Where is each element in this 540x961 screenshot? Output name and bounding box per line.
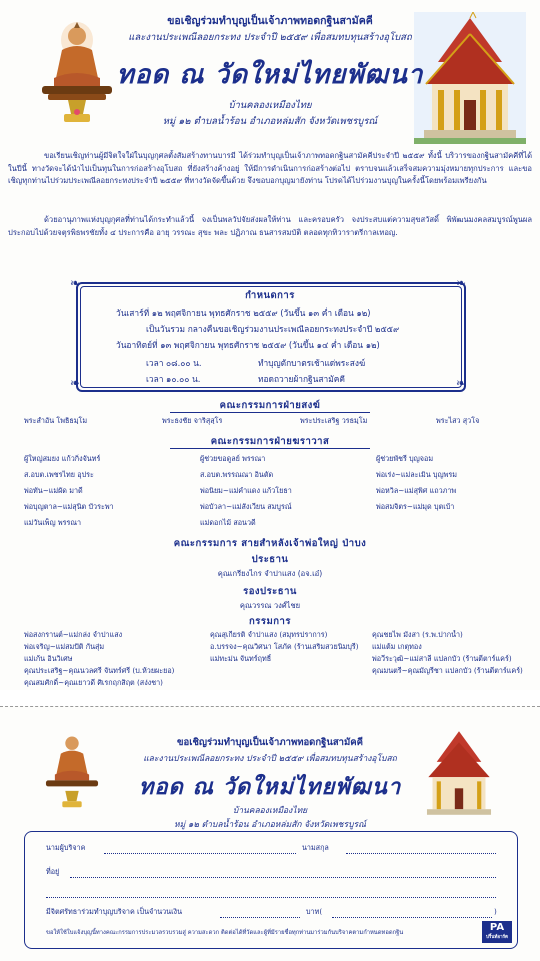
temple-title: ทอด ณ วัดใหม่ไทยพัฒนา <box>116 60 424 90</box>
lay-committee-name: ส.อบต.เพชรไทย อุประ <box>24 470 94 479</box>
schedule-event-1: ทำบุญตักบาตรเช้าแด่พระสงฆ์ <box>258 358 366 368</box>
lay-committee-name: ผู้ช่วยขอดูลย์ พรรณา <box>200 454 266 463</box>
lay-committee-name: พ่อบัวลา~แม่สังเวียน สมบูรณ์ <box>200 502 292 511</box>
committee-member-name: คุณสมศักดิ์~คุณเยาวดี ศิเรกฤกสิฤต (สง่งชา) <box>24 678 163 687</box>
header-line-1: ขอเชิญร่วมทำบุญเป็นเจ้าภาพทอดกฐินสามัคคี <box>167 15 373 27</box>
committee-member-name: แม่ทะม่น จันทร์ฤทธิ์ <box>210 654 272 663</box>
lay-committee-name: แม่วันเพ็ญ พรรณา <box>24 518 82 527</box>
corner-ornament-icon: ❧ <box>70 276 81 290</box>
slip-temple-title: ทอด ณ วัดใหม่ไทยพัฒนา <box>138 774 402 800</box>
lay-committee-name: ผู้ช่วยพัชรี บุญจอม <box>376 454 434 463</box>
committee-member-name: คุณประเสริฐ~คุณนวลศรี จันทร์ศรี (บ.ห้วยผะยอ) <box>24 666 175 675</box>
schedule-line-3: วันอาทิตย์ที่ ๑๓ พฤศจิกายน พุทธศักราช ๒๕๕๙ (วันขึ้น ๑๔ ค่ำ เดือน ๑๒) <box>116 340 380 350</box>
president-label: ประธาน <box>251 554 289 565</box>
members-label: กรรมการ <box>249 616 291 627</box>
address-line-2: หมู่ ๑๒ ตำบลน้ำร้อน อำเภอหล่มสัก จังหวัดเพชรบูรณ์ <box>162 116 378 127</box>
committee-member-name: พ่อวีระวุฒิ~แม่สาลี แปลกบัว (ร้านตีตาร์แคร์) <box>372 654 512 663</box>
baht-close: ) <box>494 907 497 916</box>
donor-name-label: นามผู้บริจาค <box>46 843 86 852</box>
committee-member-name: แม่เก้น อินวิเศษ <box>24 654 73 663</box>
donation-slip <box>0 706 540 961</box>
schedule-heading: กำหนดการ <box>245 290 295 301</box>
committee-member-name: พ่อเจริญ~แม่สมปัติ กันสุ่ม <box>24 642 105 651</box>
committee-member-name: พ่อสงกรานต์~แม่กล่ง จำปาแสง <box>24 630 123 639</box>
donation-amount-field[interactable] <box>220 917 300 918</box>
schedule-line-2: เป็นวันรวม กลางคืนขอเชิญร่วมงานประเพณีลอยกระทงประจำปี ๒๕๕๙ <box>146 324 400 334</box>
chief-committee-heading: คณะกรรมการ สายสำหลังเจ้าพ่อใหญ่ ป่าบง <box>173 538 367 549</box>
invitation-paragraph-2: ด้วยอานุภาพแห่งบุญกุศลที่ท่านได้กระทำแล้วนี้ จงเป็นพลวัปจัยส่งผลให้ท่าน และครอบครัว จงประสบแต่ความสุขสวัสดิ์ พิพัฒนมงคลสมบูรณ์พูนผล ประกอบไปด้วยจตุรพิธพรชัยทั้ง ๔ ประการคือ อายุ วรรณะ สุขะ พละ ปฏิภาณ ธนสารสมบัติ ตลอดทุกทิวาราตรีกาลเทอญ. <box>8 215 532 237</box>
lay-committee-name: พ่อบุญตาล~แม่สุนิต บัวระพา <box>24 502 114 511</box>
header-line-2: และงานประเพณีลอยกระทง ประจำปี ๒๕๕๙ เพื่อสมทบทุนสร้างอุโบสถ <box>128 32 412 43</box>
slip-address-line-2: หมู่ ๑๒ ตำบลน้ำร้อน อำเภอหล่มสัก จังหวัดเพชรบูรณ์ <box>174 820 366 830</box>
lay-committee-name: ผู้ใหญ่สมยง แก้วกิ่งจันทร์ <box>24 454 101 463</box>
committee-member-name: คุณสุเกียรติ จำปาแสง (สมุทรปราการ) <box>210 630 328 639</box>
schedule-time-1: เวลา ๐๘.๐๐ น. <box>146 358 202 368</box>
invitation-paragraph-1: ขอเรียนเชิญท่านผู้มีจิตใจใฝ่ในบุญกุศลตั้งสัมสร้างทานบารมี ได้ร่วมทำบุญเป็นเจ้าภาพทอดกฐินสามัคคีประจำปี ๒๕๕๙ ทั้งนี้ บริวารของกฐินสามัคคีที่ได้ในปีนี้ ทางวัดจะได้นำไปเป็นทุนในการก่อสร้างอุโบสถ ที่ยังสร้างค้างอยู่ ให้มีการดำเนินการก่อสร้างต่อไป ตราบจนแล้วเสร็จสมความมุ่งหมายทุกประการ และขอเชิญทุกท่านไปร่วมประเพณีลอยกระทงประจำปี ๒๕๕๙ ที่ทางวัดจัดขึ้นด้วย จึงขอบอกบุญมายังท่าน โปรดได้ไปร่วมงานบุญในครั้งนี้โดยพร้อมเพรียงกัน <box>8 151 532 185</box>
lay-committee-name: ส.อบต.พรรณณา อินตัด <box>200 470 274 479</box>
lay-committee-name: พ่อสมจิตร~แม่มุด บุตเบ้า <box>376 502 455 511</box>
address-line-1: บ้านคลองเหมืองไทย <box>228 100 312 111</box>
vice-president-label: รองประธาน <box>243 586 297 597</box>
donor-address-label: ที่อยู่ <box>46 867 60 876</box>
vice-president-name: คุณวรรณ วงศ์ไชย <box>239 601 301 610</box>
monk-name: พระธงชัย จาริสุสฺโร <box>162 416 223 425</box>
schedule-time-2: เวลา ๑๐.๐๐ น. <box>146 374 201 384</box>
printer-logo <box>482 921 512 943</box>
corner-ornament-icon: ❧ <box>456 276 467 290</box>
printer-logo-caption: ปริ้นท์อาร์ต <box>486 935 508 940</box>
baht-label: บาท( <box>306 907 323 916</box>
monk-committee-heading: คณะกรรมการฝ่ายสงฆ์ <box>219 400 321 411</box>
committee-member-name: คุณมนตรี~คุณมัญรีชา แปลกบัว (ร้านตีตาร์แคร์) <box>372 666 523 675</box>
slip-header-line-1: ขอเชิญร่วมทำบุญเป็นเจ้าภาพทอดกฐินสามัคคี <box>177 737 363 748</box>
schedule-event-2: ทอดถวายผ้ากฐินสามัคคี <box>258 374 345 384</box>
donor-surname-label: นามสกุล <box>302 843 329 852</box>
heading-rule <box>170 448 370 449</box>
printer-logo-text: PA <box>489 922 505 933</box>
committee-member-name: แม่แต้ม เกตุทอง <box>372 642 422 651</box>
donor-surname-field[interactable] <box>346 853 496 854</box>
donor-name-field[interactable] <box>104 853 296 854</box>
lay-committee-heading: คณะกรรมการฝ่ายฆราวาส <box>210 436 330 447</box>
heading-rule <box>170 412 370 413</box>
slip-header-line-2: และงานประเพณีลอยกระทง ประจำปี ๒๕๕๙ เพื่อสมทบทุนสร้างอุโบสถ <box>143 754 397 764</box>
monk-name: พระไสว สุวโจ <box>436 416 480 425</box>
monk-name: พระสำอัน โพธิธมฺโม <box>24 416 88 425</box>
monk-name: พระประเสริฐ วรธมฺโม <box>300 416 368 425</box>
schedule-line-1: วันเสาร์ที่ ๑๒ พฤศจิกายน พุทธศักราช ๒๕๕๙ (วันขึ้น ๑๓ ค่ำ เดือน ๑๒) <box>116 308 371 318</box>
donor-address-field-2[interactable] <box>46 897 496 898</box>
lay-committee-name: พ่อนิยม~แม่คำแดง แก้วโยธา <box>200 486 292 495</box>
donor-address-field[interactable] <box>70 877 496 878</box>
committee-member-name: คุณชยไพ มังสา (ร.พ.ปากน้ำ) <box>372 630 463 639</box>
committee-member-name: อ.บรรจง~คุณวิศนา โสภัค (ร้านเสริมสวยนิมบุรี) <box>210 642 359 651</box>
lay-committee-name: พ่อหวิล~แม่สุพิศ แถวภาพ <box>376 486 457 495</box>
president-name: คุณเกรียงไกร จำปาแสง (อจ.เอ๋) <box>217 569 323 578</box>
lay-committee-name: พ่อเร่ง~แม่ละเมิน บุญพรม <box>376 470 457 479</box>
corner-ornament-icon: ❧ <box>70 376 81 390</box>
donation-amount-label: มีจิตศรัทธาร่วมทำบุญบริจาค เป็นจำนวนเงิน <box>46 907 182 916</box>
slip-address-line-1: บ้านคลองเหมืองไทย <box>232 806 308 816</box>
baht-text-field[interactable] <box>332 917 492 918</box>
lay-committee-name: พ่อทัน~แม่ผัด มาดี <box>24 486 83 495</box>
lay-committee-name: แม่ดอกไม้ สอนวดี <box>200 518 256 527</box>
corner-ornament-icon: ❧ <box>456 376 467 390</box>
slip-footer-note: ขอให้ใช้ใบแจ้งบุญนี้ทางคณะกรรมการประมวลรวบรวมสู่ ความสะดวก ติดต่อได้ที่วัดและผู้ที่มีรายชื่อทุกท่านมาร่วมกันบริจาคตามกำหนดทอดกฐิน <box>46 930 404 936</box>
